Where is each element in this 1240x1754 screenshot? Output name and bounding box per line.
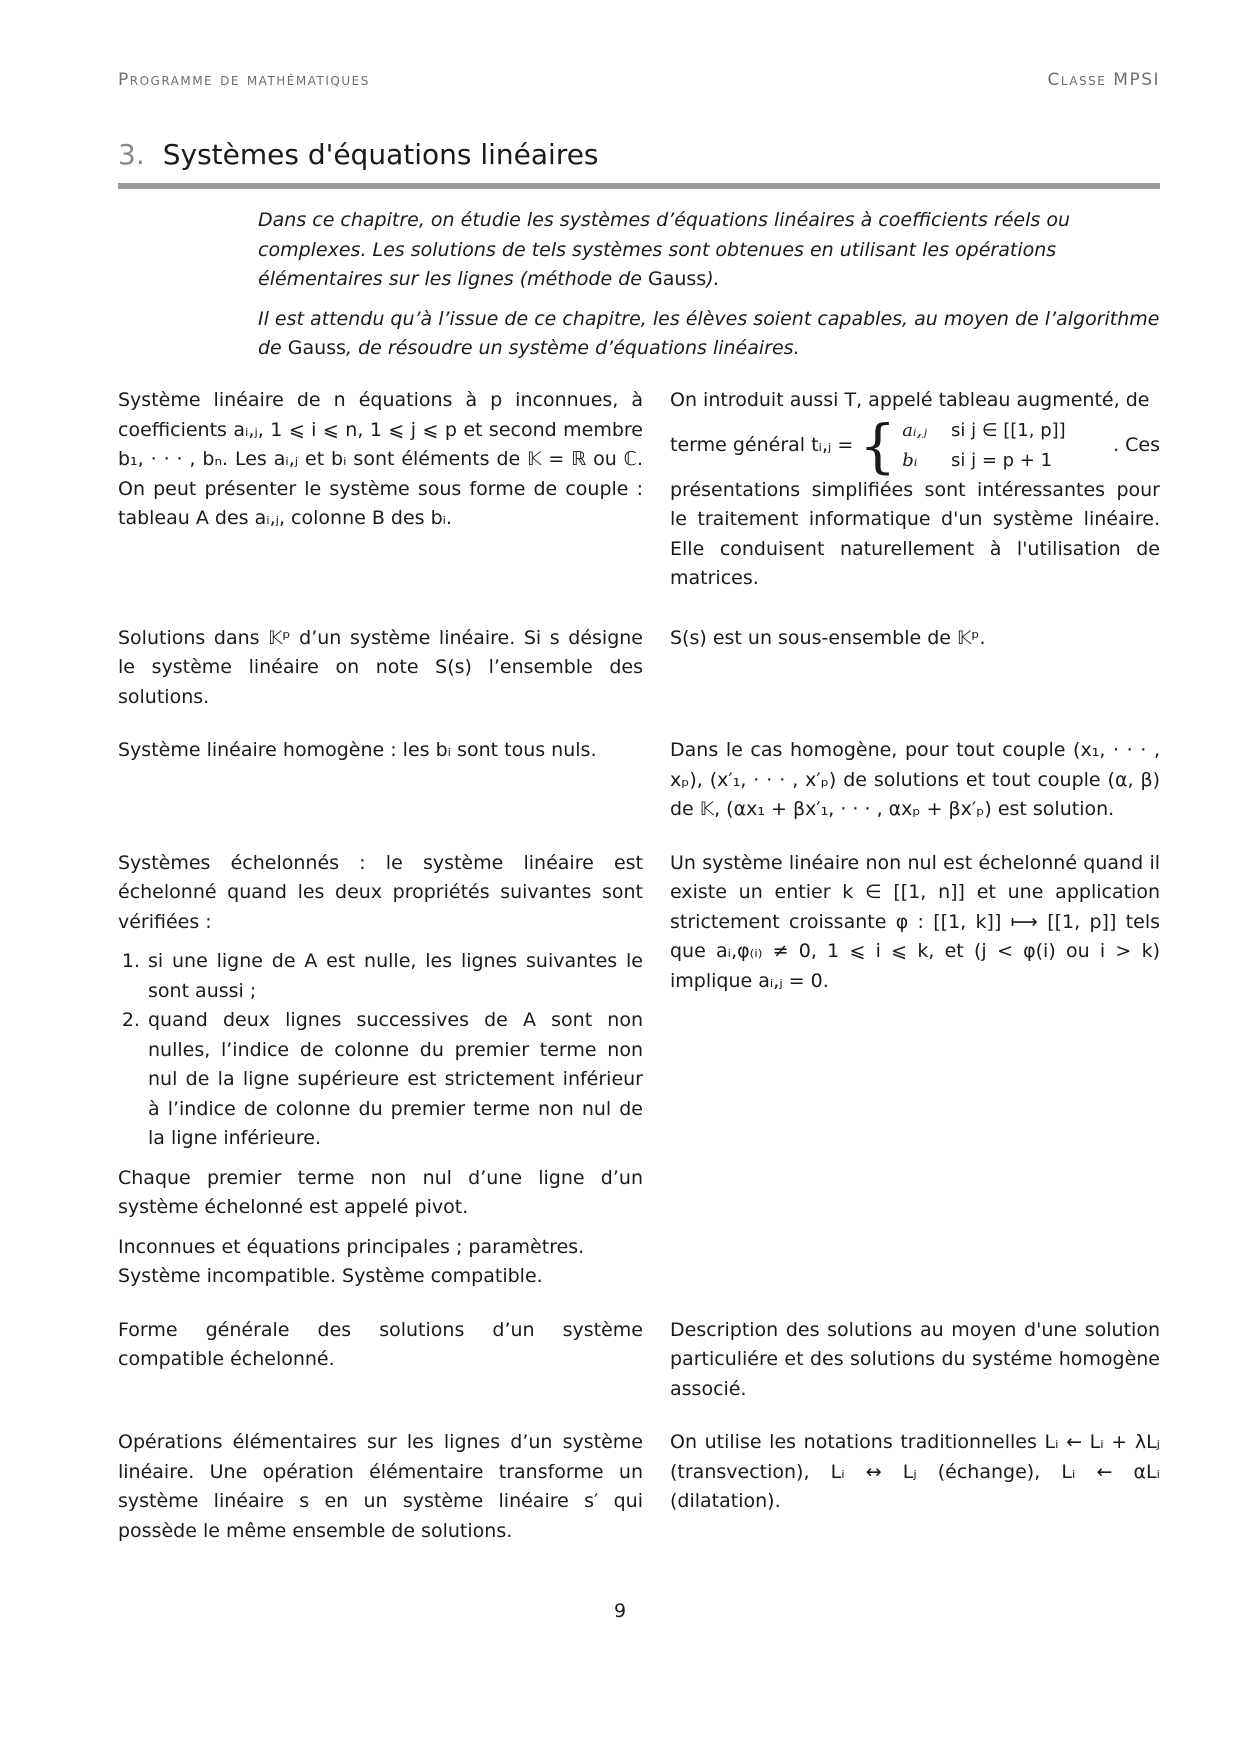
content-table [118, 386, 1160, 1570]
row5-right [670, 1316, 1160, 1415]
section-title [118, 138, 1160, 171]
intro-p2-gauss: Gauss [287, 337, 347, 359]
case2-value: bᵢ [902, 449, 918, 471]
intro-paragraph-2 [258, 305, 1160, 364]
table-row [118, 386, 1160, 594]
table-row [118, 736, 1160, 835]
echelon-properties-list [118, 947, 643, 1154]
row4-right-text: Un système linéaire non nul est échelonné quand il existe un entier k ∈ [[1, n]] et une application strictement croissante φ : [[1, k]] ⟼ [[1, p]] tels que aᵢ,φ₍ᵢ₎ ≠ 0, 1 ⩽ i ⩽ k, et (j < φ(i) ou i > k) implique aᵢ,ⱼ = 0. [670, 851, 1160, 992]
header-right: Classe MPSI [1047, 70, 1160, 90]
row1-right-intro: On introduit aussi T, appelé tableau augmenté, de [670, 389, 1150, 411]
intro-p1-end: ). [706, 268, 720, 290]
ces-text: . Ces [1113, 433, 1160, 456]
list-item: 2. quand deux lignes successives de A sont non nulles, l’indice de colonne du premier terme non nul de la ligne supérieure est strictement inférieur à l’indice de colonne du premier terme non nul de la ligne inférieure. [146, 1006, 643, 1154]
piecewise-definition [670, 411, 1160, 480]
row1-right-rest: présentations simplifiées sont intéressantes pour le traitement informatique d'un système linéaire. Elle conduisent naturellement à l'utilisation de matrices. [670, 478, 1160, 589]
header-left: Programme de mathématiques [118, 70, 370, 90]
page-number: 9 [613, 1600, 627, 1622]
left-brace: { [859, 411, 897, 480]
row5-left [118, 1316, 643, 1415]
row6-right [670, 1428, 1160, 1556]
inconnues-line-2: Système incompatible. Système compatible. [118, 1265, 543, 1287]
table-row [118, 624, 1160, 723]
case1-condition: si j ∈ [[1, p]] [951, 419, 1066, 441]
row5-right-text: Description des solutions au moyen d'une solution particuliére et des solutions du systéme homogène associé. [670, 1318, 1160, 1400]
row3-left-text: Système linéaire homogène : les bᵢ sont tous nuls. [118, 739, 597, 761]
term-general-label: terme général tᵢ,ⱼ = [670, 433, 854, 456]
row1-left [118, 386, 643, 594]
row1-right [670, 386, 1160, 594]
case2-condition: si j = p + 1 [951, 449, 1053, 471]
row4-right [670, 849, 1160, 1302]
row6-left-text: Opérations élémentaires sur les lignes d’un système linéaire. Une opération élémentaire transforme un système linéaire s en un système linéaire s′ qui possède le même ensemble de solutions. [118, 1431, 643, 1542]
row4-left-inconnues [118, 1233, 643, 1292]
row2-left [118, 624, 643, 723]
row3-right-text: Dans le cas homogène, pour tout couple (x₁, · · · , xₚ), (x′₁, · · · , x′ₚ) de solutions et tout couple (α, β) de 𝕂, (αx₁ + βx′₁, · · · , αxₚ + βx′ₚ) est solution. [670, 739, 1160, 820]
page-header [118, 70, 1160, 90]
row4-left-intro: Systèmes échelonnés : le système linéaire est échelonné quand les deux propriétés suivantes sont vérifiées : [118, 851, 643, 933]
table-row [118, 849, 1160, 1302]
chapter-intro [258, 206, 1160, 374]
row3-left [118, 736, 643, 835]
row5-left-text: Forme générale des solutions d’un système compatible échelonné. [118, 1318, 643, 1370]
row2-left-text: Solutions dans 𝕂ᵖ d’un système linéaire. Si s désigne le système linéaire on note S(s) l’ensemble des solutions. [118, 626, 643, 708]
list-item: 1. si une ligne de A est nulle, les lignes suivantes le sont aussi ; [146, 947, 643, 1006]
intro-paragraph-1 [258, 206, 1160, 295]
cases-grid [902, 416, 1065, 476]
row1-left-text: Système linéaire de n équations à p inconnues, à coefficients aᵢ,ⱼ, 1 ⩽ i ⩽ n, 1 ⩽ j ⩽ p et second membre b₁, · · · , bₙ. Les aᵢ,ⱼ et bᵢ sont éléments de 𝕂 = ℝ ou ℂ. On peut présenter le système sous forme de couple : tableau A des aᵢ,ⱼ, colonne B des bᵢ. [118, 389, 643, 529]
row6-right-text: On utilise les notations traditionnelles Lᵢ ← Lᵢ + λLⱼ (transvection), Lᵢ ↔ Lⱼ (échange), Lᵢ ← αLᵢ (dilatation). [670, 1431, 1160, 1512]
intro-p2-end: , de résoudre un système d’équations linéaires. [346, 337, 800, 359]
row2-right-text: S(s) est un sous-ensemble de 𝕂ᵖ. [670, 626, 986, 649]
intro-p2-text: Il est attendu qu’à l’issue de ce chapitre, les élèves soient capables, au moyen de l’algorithme de [258, 307, 1160, 359]
section-rule [118, 183, 1160, 189]
section-heading [118, 138, 1160, 189]
row2-right [670, 624, 1160, 723]
intro-p1-gauss: Gauss [648, 268, 707, 290]
section-number: 3. [118, 138, 145, 171]
section-title-text: Systèmes d'équations linéaires [162, 138, 599, 171]
intro-p1-text: Dans ce chapitre, on étudie les systèmes d’équations linéaires à coefficients réels ou complexes. Les solutions de tels systèmes sont obtenues en utilisant les opérations élémentaires sur les lignes (méthode de [258, 209, 1070, 290]
table-row [118, 1428, 1160, 1556]
row4-left [118, 849, 643, 1302]
row4-left-pivot: Chaque premier terme non nul d’une ligne d’un système échelonné est appelé pivot. [118, 1166, 643, 1218]
inconnues-line-1: Inconnues et équations principales ; paramètres. [118, 1235, 585, 1258]
row3-right [670, 736, 1160, 835]
case1-value: aᵢ,ⱼ [902, 419, 928, 441]
row6-left [118, 1428, 643, 1556]
table-row [118, 1316, 1160, 1415]
